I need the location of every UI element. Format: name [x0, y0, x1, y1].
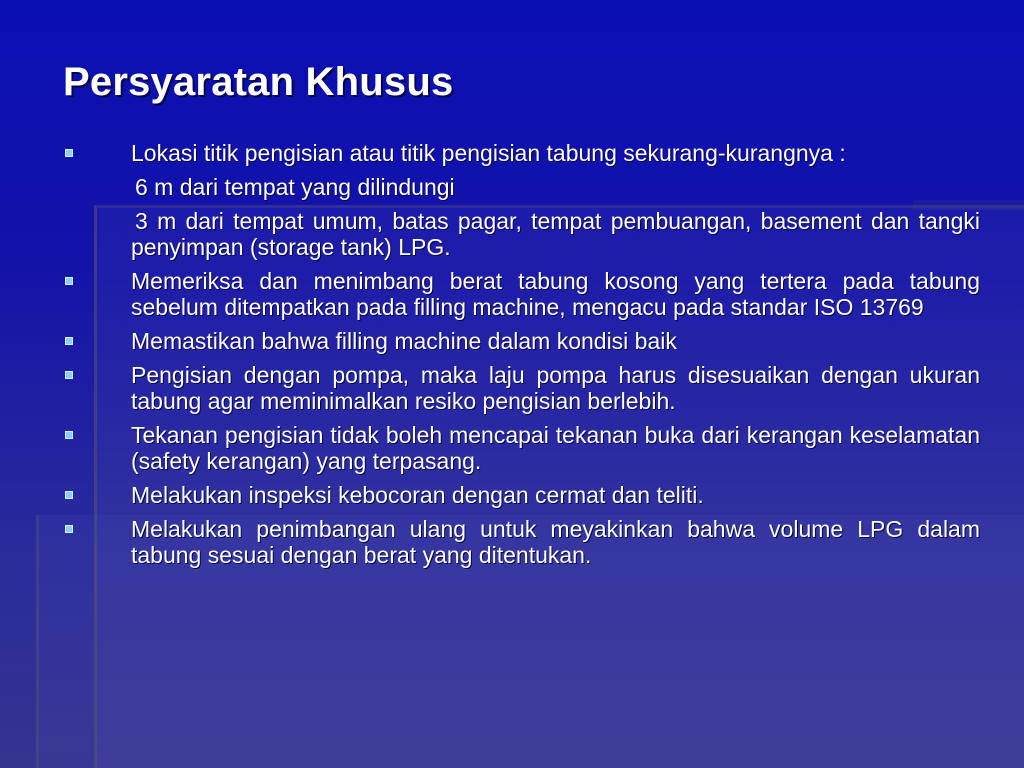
square-bullet-icon [65, 491, 73, 499]
sub-list-item [131, 208, 980, 260]
list-item [131, 516, 980, 568]
list-item [131, 268, 980, 320]
bullet-list [0, 140, 1024, 568]
sub-list-item [131, 174, 980, 200]
list-item [131, 328, 980, 354]
list-item-text: 3 m dari tempat umum, batas pagar, tempat pembuangan, basement dan tangki penyimpan (storage tank) LPG. [131, 208, 980, 260]
list-item-text: Melakukan inspeksi kebocoran dengan cermat dan teliti. [131, 482, 704, 508]
square-bullet-icon [65, 525, 73, 533]
square-bullet-icon [65, 371, 73, 379]
square-bullet-icon [65, 337, 73, 345]
list-item-text: Memastikan bahwa filling machine dalam kondisi baik [131, 328, 677, 354]
list-item-text: Tekanan pengisian tidak boleh mencapai tekanan buka dari kerangan keselamatan (safety kerangan) yang terpasang. [131, 422, 980, 474]
list-item-text: Pengisian dengan pompa, maka laju pompa harus disesuaikan dengan ukuran tabung agar meminimalkan resiko pengisian berlebih. [131, 362, 980, 414]
square-bullet-icon [65, 277, 73, 285]
list-item-text: Memeriksa dan menimbang berat tabung kosong yang tertera pada tabung sebelum ditempatkan pada filling machine, mengacu pada standar ISO 13769 [131, 268, 980, 320]
list-item-text: Melakukan penimbangan ulang untuk meyakinkan bahwa volume LPG dalam tabung sesuai dengan berat yang ditentukan. [131, 516, 980, 568]
list-item [131, 362, 980, 414]
list-item-text: Lokasi titik pengisian atau titik pengisian tabung sekurang-kurangnya : [131, 140, 846, 166]
square-bullet-icon [65, 149, 73, 157]
list-item [131, 482, 980, 508]
square-bullet-icon [65, 431, 73, 439]
list-item-text: 6 m dari tempat yang dilindungi [135, 174, 455, 200]
list-item [131, 140, 980, 166]
slide-title: Persyaratan Khusus [63, 60, 454, 104]
list-item [131, 422, 980, 474]
